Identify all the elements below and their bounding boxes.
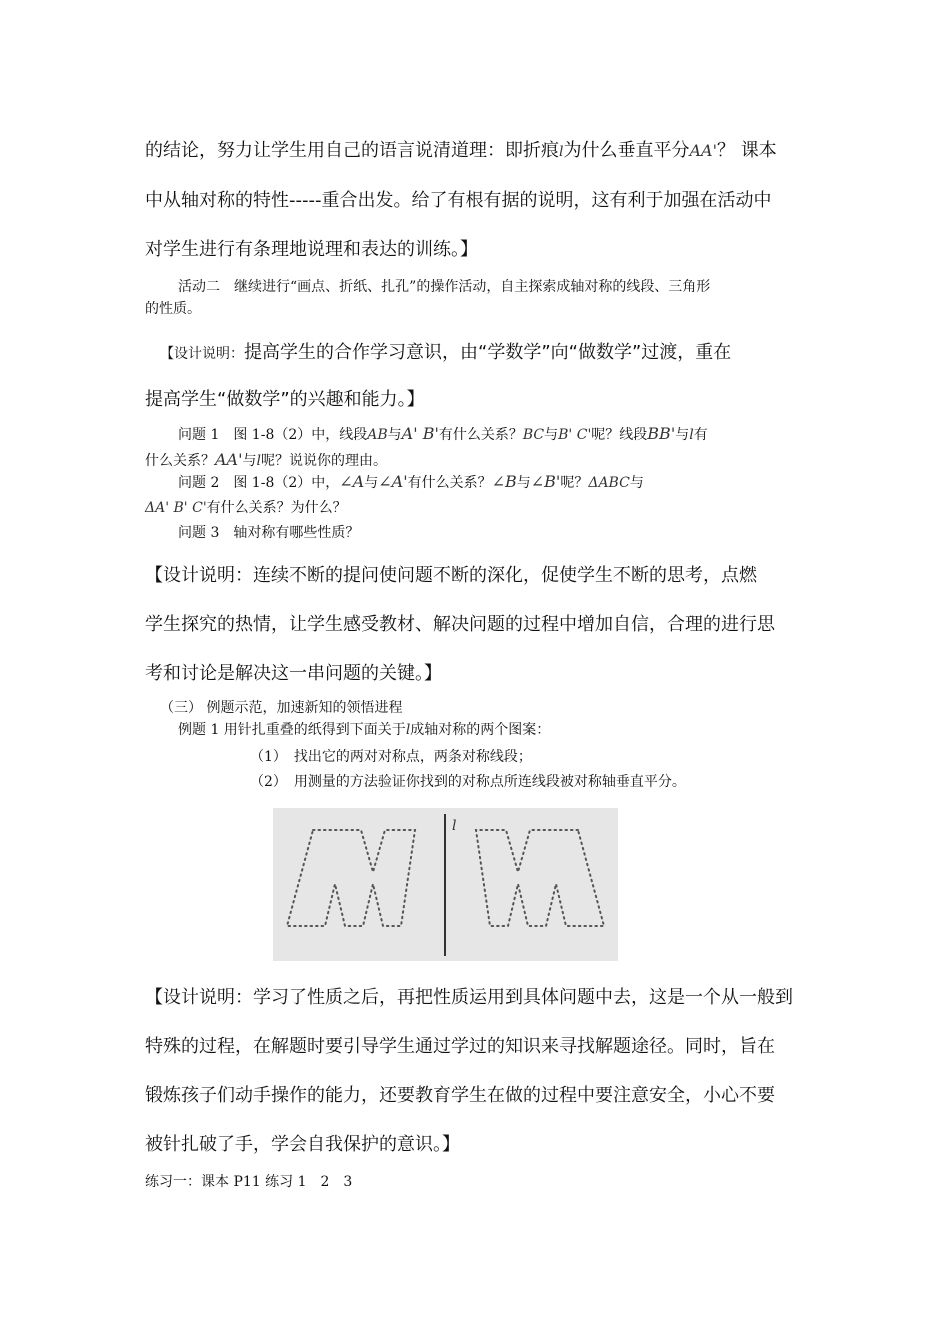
text-segment: 为什么垂直平分	[563, 140, 690, 161]
design-note-4-line2: 特殊的过程，在解题时要引导学生通过学过的知识来寻找解题途径。同时，旨在	[145, 1036, 775, 1057]
question2-line2	[145, 498, 810, 518]
symmetry-figure	[273, 808, 618, 961]
design-note-3-line2: 学生探究的热情，让学生感受教材、解决问题的过程中增加自信，合理的进行思	[145, 614, 775, 635]
math-triangle-a1b1c1: ΔA' B' C'	[145, 500, 207, 516]
design-note-3-line3: 考和讨论是解决这一串问题的关键。】	[145, 663, 442, 684]
paragraph-conclusion-line2: 中从轴对称的特性-----重合出发。给了有根有据的说明，这有利于加强在活动中	[145, 190, 772, 211]
question1-line2	[145, 450, 810, 471]
design-note-4-line4: 被针扎破了手，学会自我保护的意识。】	[145, 1134, 460, 1155]
math-ab: AB	[367, 427, 388, 443]
math-angle-a: ∠A	[339, 472, 365, 491]
question1-line1	[178, 424, 843, 445]
math-bc: BC	[522, 427, 545, 443]
math-bb1: BB'	[647, 424, 676, 443]
text-segment: 的结论，努力让学生用自己的语言说清道理：即折痕	[145, 140, 559, 161]
math-a1b1: A' B'	[401, 424, 439, 443]
exercise-1: 练习一：课本 P11 练习 1 2 3	[145, 1174, 353, 1190]
math-l: l	[256, 453, 261, 469]
activity2-line1: 活动二 继续进行“画点、折纸、扎孔”的操作活动，自主探索成轴对称的线段、三角形	[178, 279, 711, 295]
text-segment: 例题 1 用针扎重叠的纸得到下面关于	[178, 722, 406, 738]
axis-label: l	[452, 818, 457, 834]
math-l: l	[405, 722, 411, 738]
text-segment: 与	[629, 475, 644, 491]
math-angle-b: ∠B	[491, 472, 517, 491]
math-angle-a1: ∠A'	[378, 472, 408, 491]
design-note-4-line1: 【设计说明：学习了性质之后，再把性质运用到具体问题中去，这是一个从一般到	[145, 987, 793, 1008]
math-b1c1: B' C'	[558, 427, 592, 443]
example1-item2: （2） 用测量的方法验证你找到的对称点所连线段被对称轴垂直平分。	[250, 774, 686, 790]
text-segment: 有什么关系？	[407, 475, 492, 491]
text-segment: 与	[387, 427, 402, 443]
math-var-aa1: AA'	[689, 141, 717, 160]
math-l: l	[689, 427, 694, 443]
text-segment: 呢？	[560, 475, 589, 491]
text-segment: 呢？说说你的理由。	[261, 453, 387, 469]
text-segment: 问题 2 图 1-8（2）中，	[178, 475, 340, 491]
math-var-l: l	[559, 144, 564, 160]
text-segment: 与	[516, 475, 531, 491]
question2-line1	[178, 472, 843, 493]
text-segment: 与	[242, 453, 257, 469]
text-segment: 成轴对称的两个图案：	[410, 722, 551, 738]
text-segment: 什么关系？	[145, 453, 215, 469]
math-aa1: AA'	[215, 450, 243, 469]
text-segment: 有什么关系？	[438, 427, 523, 443]
text-segment: ？ 课本	[717, 140, 777, 161]
text-segment: 有	[693, 427, 708, 443]
section-heading-3: （三） 例题示范，加速新知的领悟进程	[160, 700, 403, 716]
symmetry-figure-svg	[273, 808, 618, 961]
text-segment: 呢？线段	[591, 427, 648, 443]
design-note-2-line1	[160, 341, 825, 366]
text-segment: 提高学生的合作学习意识，由“学数学”向“做数学”过渡，重在	[244, 342, 732, 363]
design-note-2-line2: 提高学生“做数学”的兴趣和能力。】	[145, 389, 425, 410]
text-segment: 与	[675, 427, 690, 443]
design-note-prefix: 【设计说明：	[160, 346, 244, 362]
text-segment: 与	[364, 475, 379, 491]
design-note-4-line3: 锻炼孩子们动手操作的能力，还要教育学生在做的过程中要注意安全，小心不要	[145, 1085, 775, 1106]
example1-intro	[178, 720, 843, 740]
text-segment: 问题 1 图 1-8（2）中，线段	[178, 427, 368, 443]
paragraph-conclusion-line3: 对学生进行有条理地说理和表达的训练。】	[145, 239, 478, 260]
example1-item1: （1） 找出它的两对对称点，两条对称线段；	[250, 749, 532, 765]
math-angle-b1: ∠B'	[530, 472, 561, 491]
design-note-3-line1: 【设计说明：连续不断的提问使问题不断的深化，促使学生不断的思考，点燃	[145, 565, 757, 586]
activity2-line2: 的性质。	[145, 301, 201, 317]
text-segment: 有什么关系？为什么？	[206, 500, 347, 516]
question3: 问题 3 轴对称有哪些性质？	[178, 525, 360, 541]
text-segment: 与	[544, 427, 559, 443]
paragraph-conclusion-line1	[145, 139, 810, 164]
math-triangle-abc: ΔABC	[588, 475, 630, 491]
